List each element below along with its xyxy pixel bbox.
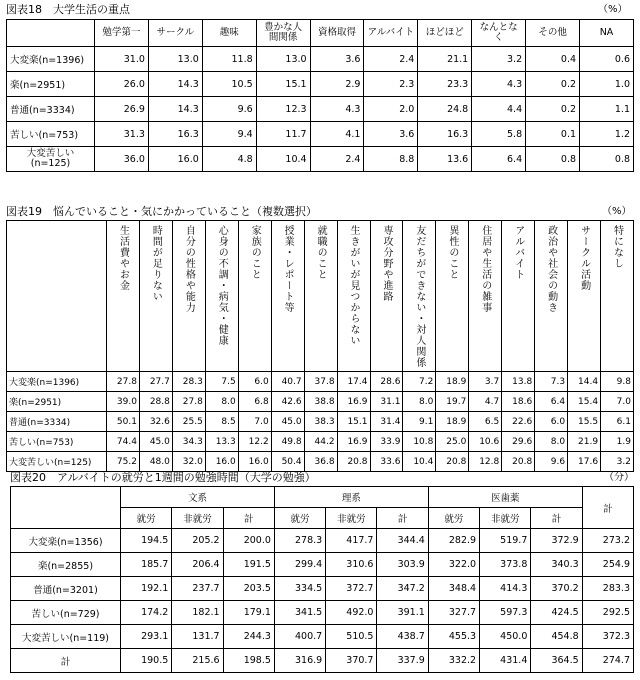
fig20-cell: 182.1 [172,601,223,625]
fig19-col-header [502,221,535,372]
fig18-row [7,122,634,147]
fig20-row [11,625,634,649]
fig18-cell: 10.5 [202,72,256,97]
fig19-cell: 3.7 [469,372,502,392]
fig18-row [7,147,634,172]
fig20-cell: 190.5 [121,649,172,673]
fig18-cell: 2.3 [364,72,418,97]
fig18-cell: 36.0 [95,147,149,172]
fig18-row-label: 大変苦しい(n=125) [7,147,95,172]
fig20-group-header: 文系 [121,487,275,508]
fig20-sub-header: 就労 [274,508,325,529]
fig20-row-label: 普通(n=3201) [11,577,121,601]
fig19-cell: 18.9 [436,412,469,432]
fig20-cell: 179.1 [223,601,274,625]
fig19-col-header-text: 授業・レポート等 [282,225,294,313]
fig19-col-header-text: 生活費やお金 [117,225,129,291]
fig18-cell: 6.4 [472,147,526,172]
fig19-cell: 7.5 [205,372,238,392]
fig18-col-header: アルバイト [364,20,418,47]
fig19-cell: 12.2 [238,432,271,452]
fig20-cell: 347.2 [377,577,428,601]
fig18-cell: 12.3 [256,97,310,122]
fig20-cell: 340.3 [531,553,582,577]
fig20-cell: 283.3 [582,577,633,601]
fig20-cell: 417.7 [326,529,377,553]
fig20-sub-header: 計 [223,508,274,529]
fig20-cell: 192.1 [121,577,172,601]
fig20-row-label: 大変楽(n=1356) [11,529,121,553]
fig19-cell: 27.8 [172,392,205,412]
fig20-row [11,601,634,625]
fig19-col-header [172,221,205,372]
fig20-cell: 341.5 [274,601,325,625]
fig18-cell: 23.3 [418,72,472,97]
fig19-cell: 32.0 [172,452,205,472]
fig19-cell: 20.8 [337,452,370,472]
fig19-cell: 15.4 [568,392,601,412]
fig19-cell: 31.1 [370,392,403,412]
fig18-cell: 1.1 [580,97,634,122]
fig20-cell: 510.5 [326,625,377,649]
fig19-corner [7,221,107,372]
fig19-cell: 31.4 [370,412,403,432]
fig18-cell: 16.3 [148,122,202,147]
fig19-cell: 1.9 [601,432,634,452]
fig20-cell: 400.7 [274,625,325,649]
fig18-cell: 14.3 [148,72,202,97]
fig19-cell: 27.7 [139,372,172,392]
fig18-col-header: 豊かな人間関係 [256,20,310,47]
fig19-col-header [568,221,601,372]
fig20-cell: 174.2 [121,601,172,625]
fig20-cell: 431.4 [480,649,531,673]
fig19-cell: 4.7 [469,392,502,412]
fig19-cell: 36.8 [304,452,337,472]
fig20-cell: 450.0 [480,625,531,649]
fig20-cell: 215.6 [172,649,223,673]
fig19-cell: 74.4 [107,432,140,452]
fig20-cell: 292.5 [582,601,633,625]
fig18-row-label: 苦しい(n=753) [7,122,95,147]
fig19-col-header-text: 友だちができない・対人関係 [413,225,425,368]
fig20-row [11,649,634,673]
fig18-cell: 11.7 [256,122,310,147]
fig18-cell: 31.0 [95,47,149,72]
fig19-col-header [139,221,172,372]
fig19-cell: 8.5 [205,412,238,432]
fig19-cell: 38.3 [304,412,337,432]
fig19-cell: 16.0 [205,452,238,472]
fig19-cell: 19.7 [436,392,469,412]
fig19-cell: 17.6 [568,452,601,472]
fig20-cell: 370.7 [326,649,377,673]
fig19-cell: 32.6 [139,412,172,432]
fig20-sub-header: 計 [377,508,428,529]
fig18-cell: 2.0 [364,97,418,122]
fig20-cell: 131.7 [172,625,223,649]
fig19-title: 図表19 悩んでいること・気にかかっていること（複数選択） [6,205,317,218]
fig19-cell: 25.0 [436,432,469,452]
fig18-col-header: 勉学第一 [95,20,149,47]
fig19-cell: 45.0 [271,412,304,432]
fig18-cell: 21.1 [418,47,472,72]
fig19-row [7,372,634,392]
fig20-total-header: 計 [582,487,633,529]
fig18-cell: 1.0 [580,72,634,97]
fig20-sub-header: 就労 [428,508,479,529]
fig18-row [7,97,634,122]
fig20-cell: 200.0 [223,529,274,553]
fig20-sub-header: 非就労 [172,508,223,529]
fig18-cell: 0.2 [526,97,580,122]
fig18-cell: 9.6 [202,97,256,122]
fig19-col-header [469,221,502,372]
fig20-cell: 205.2 [172,529,223,553]
fig18-col-header: なんとなく [472,20,526,47]
fig19-cell: 12.8 [469,452,502,472]
fig20-cell: 299.4 [274,553,325,577]
fig18-cell: 16.3 [418,122,472,147]
fig18-cell: 8.8 [364,147,418,172]
fig20-group-header: 理系 [274,487,428,508]
fig20-cell: 337.9 [377,649,428,673]
fig19-cell: 29.6 [502,432,535,452]
fig19-cell: 15.1 [337,412,370,432]
fig19-cell: 50.4 [271,452,304,472]
fig18-cell: 26.9 [95,97,149,122]
fig18-cell: 3.6 [364,122,418,147]
fig19-row-label: 普通(n=3334) [7,412,107,432]
fig19-cell: 28.8 [139,392,172,412]
fig19-cell: 8.0 [205,392,238,412]
fig19-col-header [370,221,403,372]
fig18-row-label: 楽(n=2951) [7,72,95,97]
fig20-cell: 372.3 [582,625,633,649]
fig18-cell: 31.3 [95,122,149,147]
fig19-col-header [601,221,634,372]
fig19-col-header-text: 異性のこと [446,225,458,280]
fig19-col-header [107,221,140,372]
fig19-row [7,452,634,472]
fig18-row-label: 大変楽(n=1396) [7,47,95,72]
fig19-cell: 45.0 [139,432,172,452]
fig18-col-header: NA [580,20,634,47]
fig19-cell: 20.8 [502,452,535,472]
fig18-cell: 16.0 [148,147,202,172]
fig19-cell: 21.9 [568,432,601,452]
fig19-cell: 38.8 [304,392,337,412]
fig19-col-header-text: 心身の不調・病気・健康 [216,225,228,346]
fig19-cell: 37.8 [304,372,337,392]
fig19-cell: 16.9 [337,432,370,452]
fig18-table [6,19,634,172]
fig19-row-label: 大変楽(n=1396) [7,372,107,392]
fig19-col-header-text: 特になし [611,225,623,269]
fig18-cell: 4.8 [202,147,256,172]
fig19-cell: 34.3 [172,432,205,452]
fig19-row-label: 苦しい(n=753) [7,432,107,452]
fig18-cell: 26.0 [95,72,149,97]
fig19-cell: 7.2 [403,372,436,392]
fig19-col-header [205,221,238,372]
fig19-row [7,392,634,412]
fig18-col-header: その他 [526,20,580,47]
fig20-cell: 327.7 [428,601,479,625]
fig20-cell: 191.5 [223,553,274,577]
fig18-unit: （%） [598,4,628,15]
fig19-cell: 10.8 [403,432,436,452]
fig18-cell: 1.2 [580,122,634,147]
fig20-corner [11,487,121,529]
fig18-title: 図表18 大学生活の重点 [6,3,130,16]
fig19-cell: 25.5 [172,412,205,432]
fig19-col-header [403,221,436,372]
fig19-cell: 22.6 [502,412,535,432]
fig19-unit: （%） [602,206,632,217]
fig20-cell: 372.9 [531,529,582,553]
fig20-group-header: 医歯薬 [428,487,582,508]
fig20-cell: 203.5 [223,577,274,601]
fig20-sub-header: 非就労 [480,508,531,529]
fig19-cell: 8.0 [403,392,436,412]
fig19-cell: 40.7 [271,372,304,392]
fig20-cell: 206.4 [172,553,223,577]
fig19-col-header [436,221,469,372]
fig19-col-header-text: 自分の性格や能力 [183,225,195,313]
fig19-cell: 9.6 [535,452,568,472]
fig18-cell: 14.3 [148,97,202,122]
fig20-table [10,486,634,673]
fig20-sub-header: 計 [531,508,582,529]
fig19-cell: 75.2 [107,452,140,472]
fig20-cell: 372.7 [326,577,377,601]
fig19-table [6,220,634,472]
fig20-cell: 519.7 [480,529,531,553]
fig20-cell: 391.1 [377,601,428,625]
fig20-cell: 373.8 [480,553,531,577]
fig19-cell: 13.8 [502,372,535,392]
fig18-cell: 13.6 [418,147,472,172]
fig18-cell: 2.4 [364,47,418,72]
fig19-cell: 33.9 [370,432,403,452]
fig20-cell: 273.2 [582,529,633,553]
fig19-cell: 18.9 [436,372,469,392]
fig19-col-header-text: 家族のこと [249,225,261,280]
fig19-cell: 49.8 [271,432,304,452]
fig19-cell: 44.2 [304,432,337,452]
fig19-cell: 42.6 [271,392,304,412]
fig20-cell: 244.3 [223,625,274,649]
fig19-cell: 17.4 [337,372,370,392]
fig20-cell: 194.5 [121,529,172,553]
fig19-col-header [535,221,568,372]
fig19-col-header-text: 生きがいが見つからない [348,225,360,346]
fig19-cell: 6.1 [601,412,634,432]
fig19-cell: 10.4 [403,452,436,472]
fig20-cell: 274.7 [582,649,633,673]
fig19-cell: 13.3 [205,432,238,452]
fig20-cell: 303.9 [377,553,428,577]
fig20-sub-header: 非就労 [326,508,377,529]
fig20-cell: 322.0 [428,553,479,577]
fig18-col-header: 資格取得 [310,20,364,47]
fig20-cell: 438.7 [377,625,428,649]
fig20-row [11,529,634,553]
fig20-sub-header: 就労 [121,508,172,529]
fig19-col-header-text: 時間が足りない [150,225,162,302]
fig19-row-label: 大変苦しい(n=125) [7,452,107,472]
fig20-row-label: 大変苦しい(n=119) [11,625,121,649]
fig19-col-header-text: 専攻分野や進路 [380,225,392,302]
fig19-cell: 8.0 [535,432,568,452]
fig18-cell: 4.3 [472,72,526,97]
fig19-col-header-text: 政治や社会の動き [545,225,557,313]
fig19-cell: 3.2 [601,452,634,472]
fig19-cell: 15.5 [568,412,601,432]
fig19-cell: 10.6 [469,432,502,452]
fig18-corner [7,20,95,47]
fig20-cell: 334.5 [274,577,325,601]
fig20-cell: 492.0 [326,601,377,625]
fig20-cell: 344.4 [377,529,428,553]
fig18-cell: 3.6 [310,47,364,72]
fig20-cell: 254.9 [582,553,633,577]
fig20-cell: 424.5 [531,601,582,625]
fig19-cell: 20.8 [436,452,469,472]
fig19-col-header-text: 就職のこと [315,225,327,280]
fig20-title: 図表20 アルバイトの就労と1週間の勉強時間（大学の勉強） [10,471,316,484]
fig19-cell: 6.0 [238,372,271,392]
fig19-row-label: 楽(n=2951) [7,392,107,412]
fig19-cell: 7.0 [238,412,271,432]
fig19-cell: 6.8 [238,392,271,412]
fig18-cell: 0.1 [526,122,580,147]
fig18-cell: 4.3 [310,97,364,122]
fig19-cell: 28.6 [370,372,403,392]
fig19-cell: 50.1 [107,412,140,432]
fig19-cell: 14.4 [568,372,601,392]
fig18-cell: 2.9 [310,72,364,97]
fig19-col-header [337,221,370,372]
fig19-col-header-text: 住居や生活の雑事 [479,225,491,313]
fig19-cell: 7.3 [535,372,568,392]
fig19-col-header [238,221,271,372]
fig20-cell: 185.7 [121,553,172,577]
fig18-row [7,47,634,72]
fig19-col-header-text: サークル活動 [578,225,590,291]
fig18-col-header: ほどほど [418,20,472,47]
fig18-cell: 24.8 [418,97,472,122]
fig20-cell: 332.2 [428,649,479,673]
fig18-cell: 3.2 [472,47,526,72]
fig18-cell: 11.8 [202,47,256,72]
fig18-row [7,72,634,97]
fig19-cell: 7.0 [601,392,634,412]
fig19-cell: 27.8 [107,372,140,392]
fig20-row [11,577,634,601]
fig20-cell: 348.4 [428,577,479,601]
fig18-cell: 0.2 [526,72,580,97]
fig20-cell: 310.6 [326,553,377,577]
fig20-cell: 370.2 [531,577,582,601]
fig19-cell: 18.6 [502,392,535,412]
fig18-col-header: 趣味 [202,20,256,47]
fig19-cell: 9.8 [601,372,634,392]
fig18-col-header: サークル [148,20,202,47]
fig19-col-header [271,221,304,372]
fig20-row-label: 苦しい(n=729) [11,601,121,625]
fig19-cell: 6.0 [535,412,568,432]
fig20-cell: 282.9 [428,529,479,553]
fig19-col-header-text: アルバイト [512,225,524,280]
fig19-cell: 48.0 [139,452,172,472]
fig18-cell: 9.4 [202,122,256,147]
fig19-row [7,412,634,432]
fig20-cell: 293.1 [121,625,172,649]
fig19-cell: 16.0 [238,452,271,472]
fig20-cell: 237.7 [172,577,223,601]
fig19-cell: 28.3 [172,372,205,392]
fig18-cell: 0.4 [526,47,580,72]
fig20-row [11,553,634,577]
fig18-cell: 4.4 [472,97,526,122]
fig19-row [7,432,634,452]
fig18-cell: 5.8 [472,122,526,147]
fig19-col-header [304,221,337,372]
fig19-cell: 6.5 [469,412,502,432]
fig19-cell: 39.0 [107,392,140,412]
fig20-unit: （分） [604,472,634,483]
fig18-cell: 13.0 [148,47,202,72]
fig20-cell: 454.8 [531,625,582,649]
fig18-cell: 2.4 [310,147,364,172]
fig19-cell: 33.6 [370,452,403,472]
fig18-row-label: 普通(n=3334) [7,97,95,122]
fig20-row-label: 楽(n=2855) [11,553,121,577]
fig18-cell: 4.1 [310,122,364,147]
fig20-cell: 198.5 [223,649,274,673]
fig19-cell: 9.1 [403,412,436,432]
fig20-cell: 278.3 [274,529,325,553]
fig20-cell: 455.3 [428,625,479,649]
fig20-cell: 597.3 [480,601,531,625]
fig18-cell: 15.1 [256,72,310,97]
fig18-cell: 10.4 [256,147,310,172]
fig20-cell: 316.9 [274,649,325,673]
fig20-cell: 364.5 [531,649,582,673]
fig19-cell: 6.4 [535,392,568,412]
fig18-cell: 0.8 [526,147,580,172]
fig20-cell: 414.3 [480,577,531,601]
fig18-cell: 0.6 [580,47,634,72]
fig20-row-label: 計 [11,649,121,673]
fig18-cell: 13.0 [256,47,310,72]
fig19-cell: 16.9 [337,392,370,412]
fig18-cell: 0.8 [580,147,634,172]
